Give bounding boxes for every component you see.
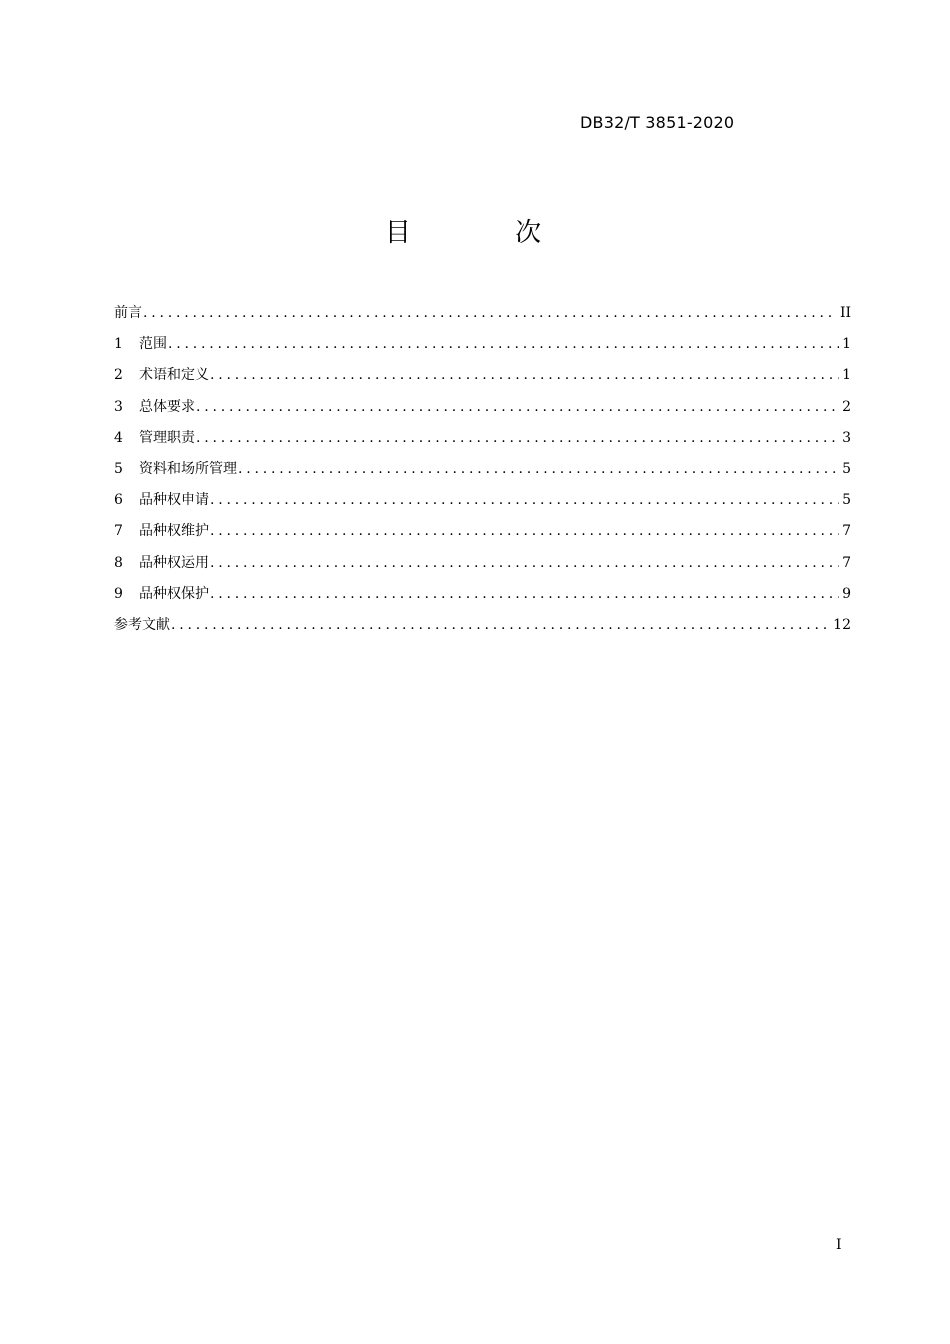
toc-entry-protection[interactable] [114, 583, 851, 614]
toc-title: 目 次 [384, 218, 590, 248]
toc-entry-label: 参考文献 [114, 616, 170, 633]
toc-entry-number: 1 [114, 336, 123, 353]
toc-entry-utilization[interactable] [114, 552, 851, 583]
toc-entry-number: 8 [114, 554, 123, 571]
toc-entry-scope[interactable] [114, 333, 851, 364]
toc-dot-leader [168, 333, 839, 355]
toc-entry-number: 5 [114, 460, 123, 477]
toc-entry-number: 3 [114, 398, 123, 415]
table-of-contents [114, 302, 851, 645]
toc-entry-number: 2 [114, 367, 123, 384]
toc-dot-leader [171, 614, 830, 636]
toc-entry-label: 品种权保护 [139, 585, 209, 602]
toc-dot-leader [210, 489, 839, 511]
toc-entry-page: 1 [842, 336, 851, 353]
toc-entry-references[interactable] [114, 614, 851, 645]
toc-dot-leader [196, 396, 839, 418]
toc-entry-page: 12 [833, 616, 851, 633]
toc-entry-foreword[interactable] [114, 302, 851, 333]
toc-entry-page: 1 [842, 367, 851, 384]
toc-entry-page: 5 [842, 460, 851, 477]
toc-entry-page: II [839, 305, 851, 321]
toc-dot-leader [210, 520, 839, 542]
toc-dot-leader [210, 552, 839, 574]
toc-entry-general-requirements[interactable] [114, 396, 851, 427]
toc-entry-label: 前言 [114, 305, 142, 321]
toc-entry-label: 管理职责 [139, 429, 195, 446]
toc-entry-records-and-premises[interactable] [114, 458, 851, 489]
toc-dot-leader [210, 364, 839, 386]
document-code: DB32/T 3851-2020 [580, 113, 735, 132]
toc-entry-label: 术语和定义 [139, 367, 209, 384]
toc-entry-label: 总体要求 [139, 398, 195, 415]
toc-dot-leader [238, 458, 839, 480]
toc-entry-number: 6 [114, 492, 123, 509]
toc-entry-label: 范围 [139, 336, 167, 353]
toc-entry-label: 资料和场所管理 [139, 460, 237, 477]
toc-entry-label: 品种权维护 [139, 523, 209, 540]
toc-entry-page: 9 [842, 585, 851, 602]
toc-entry-number: 9 [114, 585, 123, 602]
toc-entry-number: 4 [114, 429, 123, 446]
page-number: I [836, 1237, 842, 1253]
toc-entry-label: 品种权申请 [139, 492, 209, 509]
toc-entry-page: 5 [842, 492, 851, 509]
toc-entry-page: 2 [842, 398, 851, 415]
toc-entry-maintenance[interactable] [114, 520, 851, 551]
toc-dot-leader [196, 427, 839, 449]
toc-dot-leader [210, 583, 839, 605]
toc-entry-page: 7 [842, 523, 851, 540]
toc-dot-leader [143, 302, 837, 324]
toc-entry-application[interactable] [114, 489, 851, 520]
toc-entry-label: 品种权运用 [139, 554, 209, 571]
toc-entry-page: 3 [842, 429, 851, 446]
toc-entry-terms[interactable] [114, 364, 851, 395]
toc-entry-responsibilities[interactable] [114, 427, 851, 458]
toc-entry-number: 7 [114, 523, 123, 540]
toc-entry-page: 7 [842, 554, 851, 571]
